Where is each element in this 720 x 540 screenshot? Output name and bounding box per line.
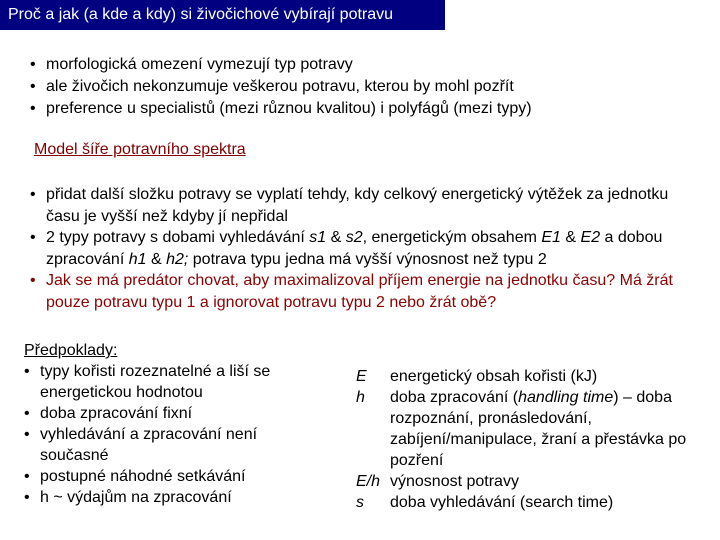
legend-definition: doba vyhledávání (search time) (390, 494, 614, 511)
assumption-item: • typy kořisti rozeznatelné a liší se energetickou hodnotou (24, 361, 324, 403)
legend-row-h (356, 387, 708, 471)
text-segment: potrava typu jedna má vyšší výnosnost než typu 2 (188, 250, 547, 268)
variable-h2: h2; (166, 250, 189, 268)
legend-definition (390, 387, 708, 471)
symbol-legend (356, 366, 708, 513)
intro-bullet: • preference u specialistů (mezi různou kvalitou) i polyfágů (mezi typy) (28, 98, 708, 120)
slide-title: Proč a jak (a kde a kdy) si živočichové vybírají potravu (0, 0, 445, 30)
text-segment: & (326, 229, 346, 246)
model-bullet: • přidat další složku potravy se vyplatí tehdy, kdy celkový energetický výtěžek za jednotku času je vyšší než kdyby jí nepřidal (28, 184, 700, 227)
variable-s1: s1 (309, 229, 327, 246)
section-heading: Model šíře potravního spektra (34, 141, 246, 158)
assumption-item: • h ~ výdajům na zpracování (24, 487, 324, 508)
assumptions-list (24, 361, 324, 508)
legend-definition: energetický obsah kořisti (kJ) (390, 368, 598, 385)
intro-bullet: • ale živočich nekonzumuje veškerou potravu, kterou by mohl pozřít (28, 76, 708, 98)
intro-bullet-list (28, 54, 708, 120)
text-segment: a dobou zpracování (46, 229, 663, 268)
variable-e1: E1 (541, 229, 561, 246)
intro-bullet: • morfologická omezení vymezují typ potravy (28, 54, 708, 76)
assumption-item: • doba zpracování fixní (24, 403, 324, 424)
legend-symbol: E (356, 368, 367, 385)
text-segment: ) – doba rozpoznání, pronásledování, zabíjení/manipulace, žraní a přestávka po pozření (390, 389, 687, 469)
model-bullet (28, 227, 700, 270)
legend-definition: výnosnost potravy (390, 473, 519, 490)
variable-s2: s2 (345, 229, 363, 246)
variable-e2: E2 (580, 229, 601, 246)
model-question-bullet: • Jak se má predátor chovat, aby maximalizoval příjem energie na jednotku času? Má žrát pouze potravu typu 1 a ignorovat potravu typu 2 nebo žrát obě? (28, 270, 700, 313)
handling-time-term: handling time (518, 389, 614, 406)
text-segment: & (146, 250, 167, 268)
model-bullet-list (28, 184, 700, 313)
legend-row-eh (356, 471, 708, 492)
legend-symbol: E/h (356, 473, 381, 490)
assumption-item: • postupné náhodné setkávání (24, 466, 324, 487)
legend-symbol: s (356, 494, 364, 511)
text-segment: 2 typy potravy s dobami vyhledávání (46, 229, 310, 246)
text-segment: , energetickým obsahem (362, 229, 542, 246)
variable-h1: h1 (128, 250, 147, 268)
legend-row-e (356, 366, 708, 387)
assumptions-box (24, 340, 324, 508)
legend-row-s (356, 492, 708, 513)
legend-symbol: h (356, 389, 365, 406)
text-segment: & (560, 229, 581, 246)
assumptions-heading: Předpoklady: (24, 342, 118, 359)
text-segment: doba zpracování ( (390, 389, 519, 406)
assumption-item: • vyhledávání a zpracování není současné (24, 424, 324, 466)
